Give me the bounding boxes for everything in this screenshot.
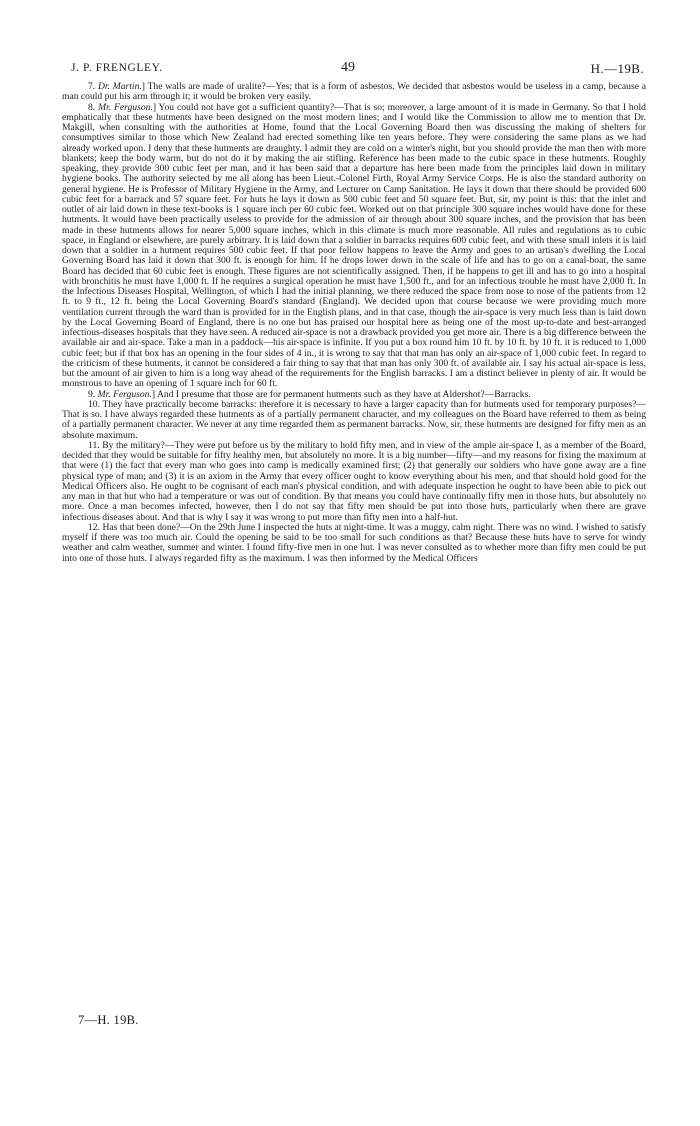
paragraph-number: 10. — [88, 398, 100, 410]
page-header — [71, 62, 644, 78]
paragraph-10 — [62, 400, 646, 441]
speaker-name: Dr. Martin. — [97, 81, 142, 92]
speaker-name: Mr. Ferguson. — [98, 101, 153, 113]
header-author: J. P. FRENGLEY. — [71, 62, 163, 74]
page-number: 49 — [341, 60, 355, 75]
paragraph-7: 7. Dr. Martin.] The walls are made of uralite?—Yes; that is a form of asbestos. We decided that asbestos would be useless in a camp, because a man could put his arm through it; it would be broken very easily. — [62, 81, 646, 103]
paragraph-number: 11. — [88, 439, 100, 451]
paragraph-number: 7. — [88, 81, 96, 92]
paragraph-text: You could not have got a sufficient quantity?—That is so; moreover, a large amount of it is made in Germany. So that I hold emphatically that these hutments have been designed on the most modern lines; and I would like the Commission to allow me to mention that Dr. Makgill, when consulting with the authorities at Home, found that the Local Governing Board then was discussing the making of shelters for consumptives similar to those which New Zealand had erected something like ten years before. They were considering the same plans as we had already worked upon. I deny that these hutments are draughty. I admit they are cold on a winter's night, but you should provide the man then with more blankets; keep the body warm, but do not do it by making the air stifling. Reference has been made to the cubic space in these hutments. Roughly speaking, they provide 300 cubic feet per man, and it has been said that a departure has here been made from the principles laid down in military hygiene books. The authority selected by me all along has been Lieut.-Colonel Firth, Royal Army Service Corps. He is also the standard authority on general hygiene. He is Professor of Military Hygiene in the Army, and Lecturer on Camp Sanitation. He lays it down that there should be provided 600 cubic feet for a barrack and 57 square feet. For huts he lays it down as 500 cubic feet and 50 square feet. But, sir, my point is this: that the inlet and outlet of air laid down in these text-books is 1 square inch per 60 cubic feet. Worked out on that principle 300 square inches would have done for these hutments. It would have been practically useless to provide for the admission of air through about 300 square inches, and the provision that has been made in these hutments allows for nearer 5,000 square inches, which in this climate is much more reasonable. All rules and regulations as to cubic space, in England or elsewhere, are purely arbitrary. It is laid down that a soldier in barracks requires 600 cubic feet, and with these small inlets it is laid down that a soldier in a hutment requires 500 cubic feet. If that poor fellow happens to leave the Army and goes to an artisan's dwelling the Local Governing Board has laid it down that 300 ft. is enough for him. If he drops lower down in the scale of life and has to go on a canal-boat, the same Board has decided that 60 cubic feet is enough. These figures are not scientifically assigned. Then, if he happens to get ill and has to go into a hospital with bronchitis he must have 1,000 ft. If he requires a surgical operation he must have 1,500 ft., and for an infectious trouble he must have 2,000 ft. In the Infectious Diseases Hospital, Wellington, of which I had the initial planning, we there reduced the space from nose to nose of the patients from 12 ft. to 9 ft., 12 ft. being the Local Governing Board's standard (England). We decided upon that course because we were providing much more ventilation current through the ward than is provided for in the English plans, and in that case, though the air-space is very much less than is laid down by the Local Governing Board of England, there is no one but has praised our hospital here as being one of the most up-to-date and best-arranged infectious-diseases hospitals that they have seen. A reduced air-space is not a drawback provided you get more air. There is a big difference between the available air and air-space. Take a man in a paddock—his air-space is infinite. If you put a box round him 10 ft. by 10 ft. by 10 ft. it is reduced to 1,000 cubic feet; but if that box has an opening in the four sides of 4 in., it is wrong to say that that man has only an air-space of 1,000 cubic feet. In regard to the criticism of these hutments, it cannot be considered a fair thing to say that that man has only 300 ft. of available air. I say his actual air-space is less, but the amount of air given to him is a long way ahead of the requirements for the English barracks. I am a distinct believer in plenty of air. It would be monstrous to have an opening of 1 square inch for 60 ft. — [62, 101, 646, 390]
paragraph-12 — [62, 523, 646, 564]
paragraph-number: 8. — [88, 101, 96, 113]
paragraph-text: They have practically become barracks: therefore it is necessary to have a larger capacity than for hutments used for temporary purposes?—That is so. I have always regarded these hutments as of a partially permanent character, and my colleagues on the Board have referred to them as being of a partially permanent character. We never at any time regarded them as permanent barracks. Now, sir, these hutments are designed for fifty men as an absolute maximum. — [62, 398, 646, 441]
paragraph-number: 9. — [88, 388, 96, 400]
paragraph-text: And I presume that those are for permanent hutments such as they have at Aldershot?—Barracks. — [156, 388, 531, 400]
paragraph-number: 12. — [88, 521, 100, 533]
paragraph-8: 8. Mr. Ferguson.] You could not have got a sufficient quantity?—That is so; moreover, a large amount of it is made in Germany. So that I hold emphatically that these hutments have been designed on the most modern lines; and I would like the Commission to allow me to mention that Dr. Makgill, when consulting with the authorities at Home, found that the Local Governing Board then was discussing the making of shelters for consumptives similar to those which New Zealand had erected something like ten years before. They were considering the same plans as we had already worked upon. I deny that these hutments are draughty. I admit they are cold on a winter's night, but you should provide the man then with more blankets; keep the body warm, but do not do it by making the air stifling. Reference has been made to the cubic space in these hutments. Roughly speaking, they provide 300 cubic feet per man, and it has been said that a departure has here been made from the principles laid down in military hygiene books. The authority selected by me all along has been Lieut.-Colonel Firth, Royal Army Service Corps. He is also the standard authority on general hygiene. He is Professor of Military Hygiene in the Army, and Lecturer on Camp Sanitation. He lays it down that there should be provided 600 cubic feet for a barrack and 57 square feet. For huts he lays it down as 500 cubic feet and 50 square feet. But, sir, my point is this: that the inlet and outlet of air laid down in these text-books is 1 square inch per 60 cubic feet. Worked out on that principle 300 square inches would have done for these hutments. It would have been practically useless to provide for the admission of air through about 300 square inches, and the provision that has been made in these hutments allows for nearer 5,000 square inches, which in this climate is much more reasonable. All rules and regulations as to cubic space, in England or elsewhere, are purely arbitrary. It is laid down that a soldier in barracks requires 600 cubic feet, and with these small inlets it is laid down that a soldier in a hutment requires 500 cubic feet. If that poor fellow happens to leave the Army and goes to an artisan's dwelling the Local Governing Board has laid it down that 300 ft. is enough for him. If he drops lower down in the scale of life and has to go on a canal-boat, the same Board has decided that 60 cubic feet is enough. These figures are not scientifically assigned. Then, if he happens to get ill and has to go into a hospital with bronchitis he must have 1,000 ft. If he requires a surgical operation he must have 1,500 ft., and for an infectious trouble he must have 2,000 ft. In the Infectious Diseases Hospital, Wellington, of which I had the initial planning, we there reduced the space from nose to nose of the patients from 12 ft. to 9 ft., 12 ft. being the Local Governing Board's standard (England). We decided upon that course because we were providing much more ventilation current through the ward than is provided for in the English plans, and in that case, though the air-space is very much less than is laid down by the Local Governing Board of England, there is no one but has praised our hospital here as being one of the most up-to-date and best-arranged infectious-diseases hospitals that they have seen. A reduced air-space is not a drawback provided you get more air. There is a big difference between the available air and air-space. Take a man in a paddock—his air-space is infinite. If you put a box round him 10 ft. by 10 ft. by 10 ft. it is reduced to 1,000 cubic feet; but if that box has an opening in the four sides of 4 in., it is wrong to say that that man has only an air-space of 1,000 cubic feet. In regard to the criticism of these hutments, it cannot be considered a fair thing to say that that man has only 300 ft. of available air. I say his actual air-space is less, but the amount of air given to him is a long way ahead of the requirements for the English barracks. I am a distinct believer in plenty of air. It would be monstrous to have an opening of 1 square inch for 60 ft. — [62, 101, 646, 390]
speaker-name: Mr. Ferguson. — [97, 388, 152, 400]
paragraph-text: By the military?—They were put before us by the military to hold fifty men, and in view of the ample air-space I, as a member of the Board, decided that they would be suitable for fifty healthy men, but absolutely no more. It is a big number—fifty—and my reasons for fixing the maximum at that were (1) the fact that every man who goes into camp is medically examined first; (2) that generally our soldiers who have gone away are a fine physical type of man; and (3) it is an axiom in the Army that every officer ought to know everything about his men, and that should hold good for the Medical Officers also. He ought to be cognisant of each man's physical condition, and with adequate inspection he ought to have been able to pick out any man in that hut who had a temperature or was out of condition. By that means you could have continually fifty men in those huts, but absolutely no more. Once a man becomes infected, however, then I do not say that fifty men should be put into those huts, particularly when there are grave infectious diseases about. And that is why I say it was wrong to put more than fifty men into a half-hut. — [62, 439, 646, 523]
paragraph-text: The walls are made of uralite?—Yes; that is a form of asbestos. We decided that asbestos would be useless in a camp, because a man could put his arm through it; it would be broken very easily. — [62, 81, 646, 103]
paragraph-text: Has that been done?—On the 29th June I inspected the huts at night-time. It was a muggy, calm night. There was no wind. I wished to satisfy myself if there was too much air. Could the opening be said to be too small for such conditions as that? Because these huts have to serve for windy weather and calm weather, summer and winter. I found fifty-five men in one hut. I was never consulted as to whether more than fifty men could be put into one of those huts. I always regarded fifty as the maximum. I was then informed by the Medical Officers — [62, 521, 646, 564]
paragraph-9: 9. Mr. Ferguson.] And I presume that those are for permanent hutments such as they have at Aldershot?—Barracks. — [88, 388, 531, 400]
page-footer-signature: 7—H. 19B. — [78, 1013, 139, 1027]
page-body — [62, 82, 646, 564]
paragraph-11 — [62, 441, 646, 523]
document-reference: H.—19B. — [590, 61, 644, 76]
